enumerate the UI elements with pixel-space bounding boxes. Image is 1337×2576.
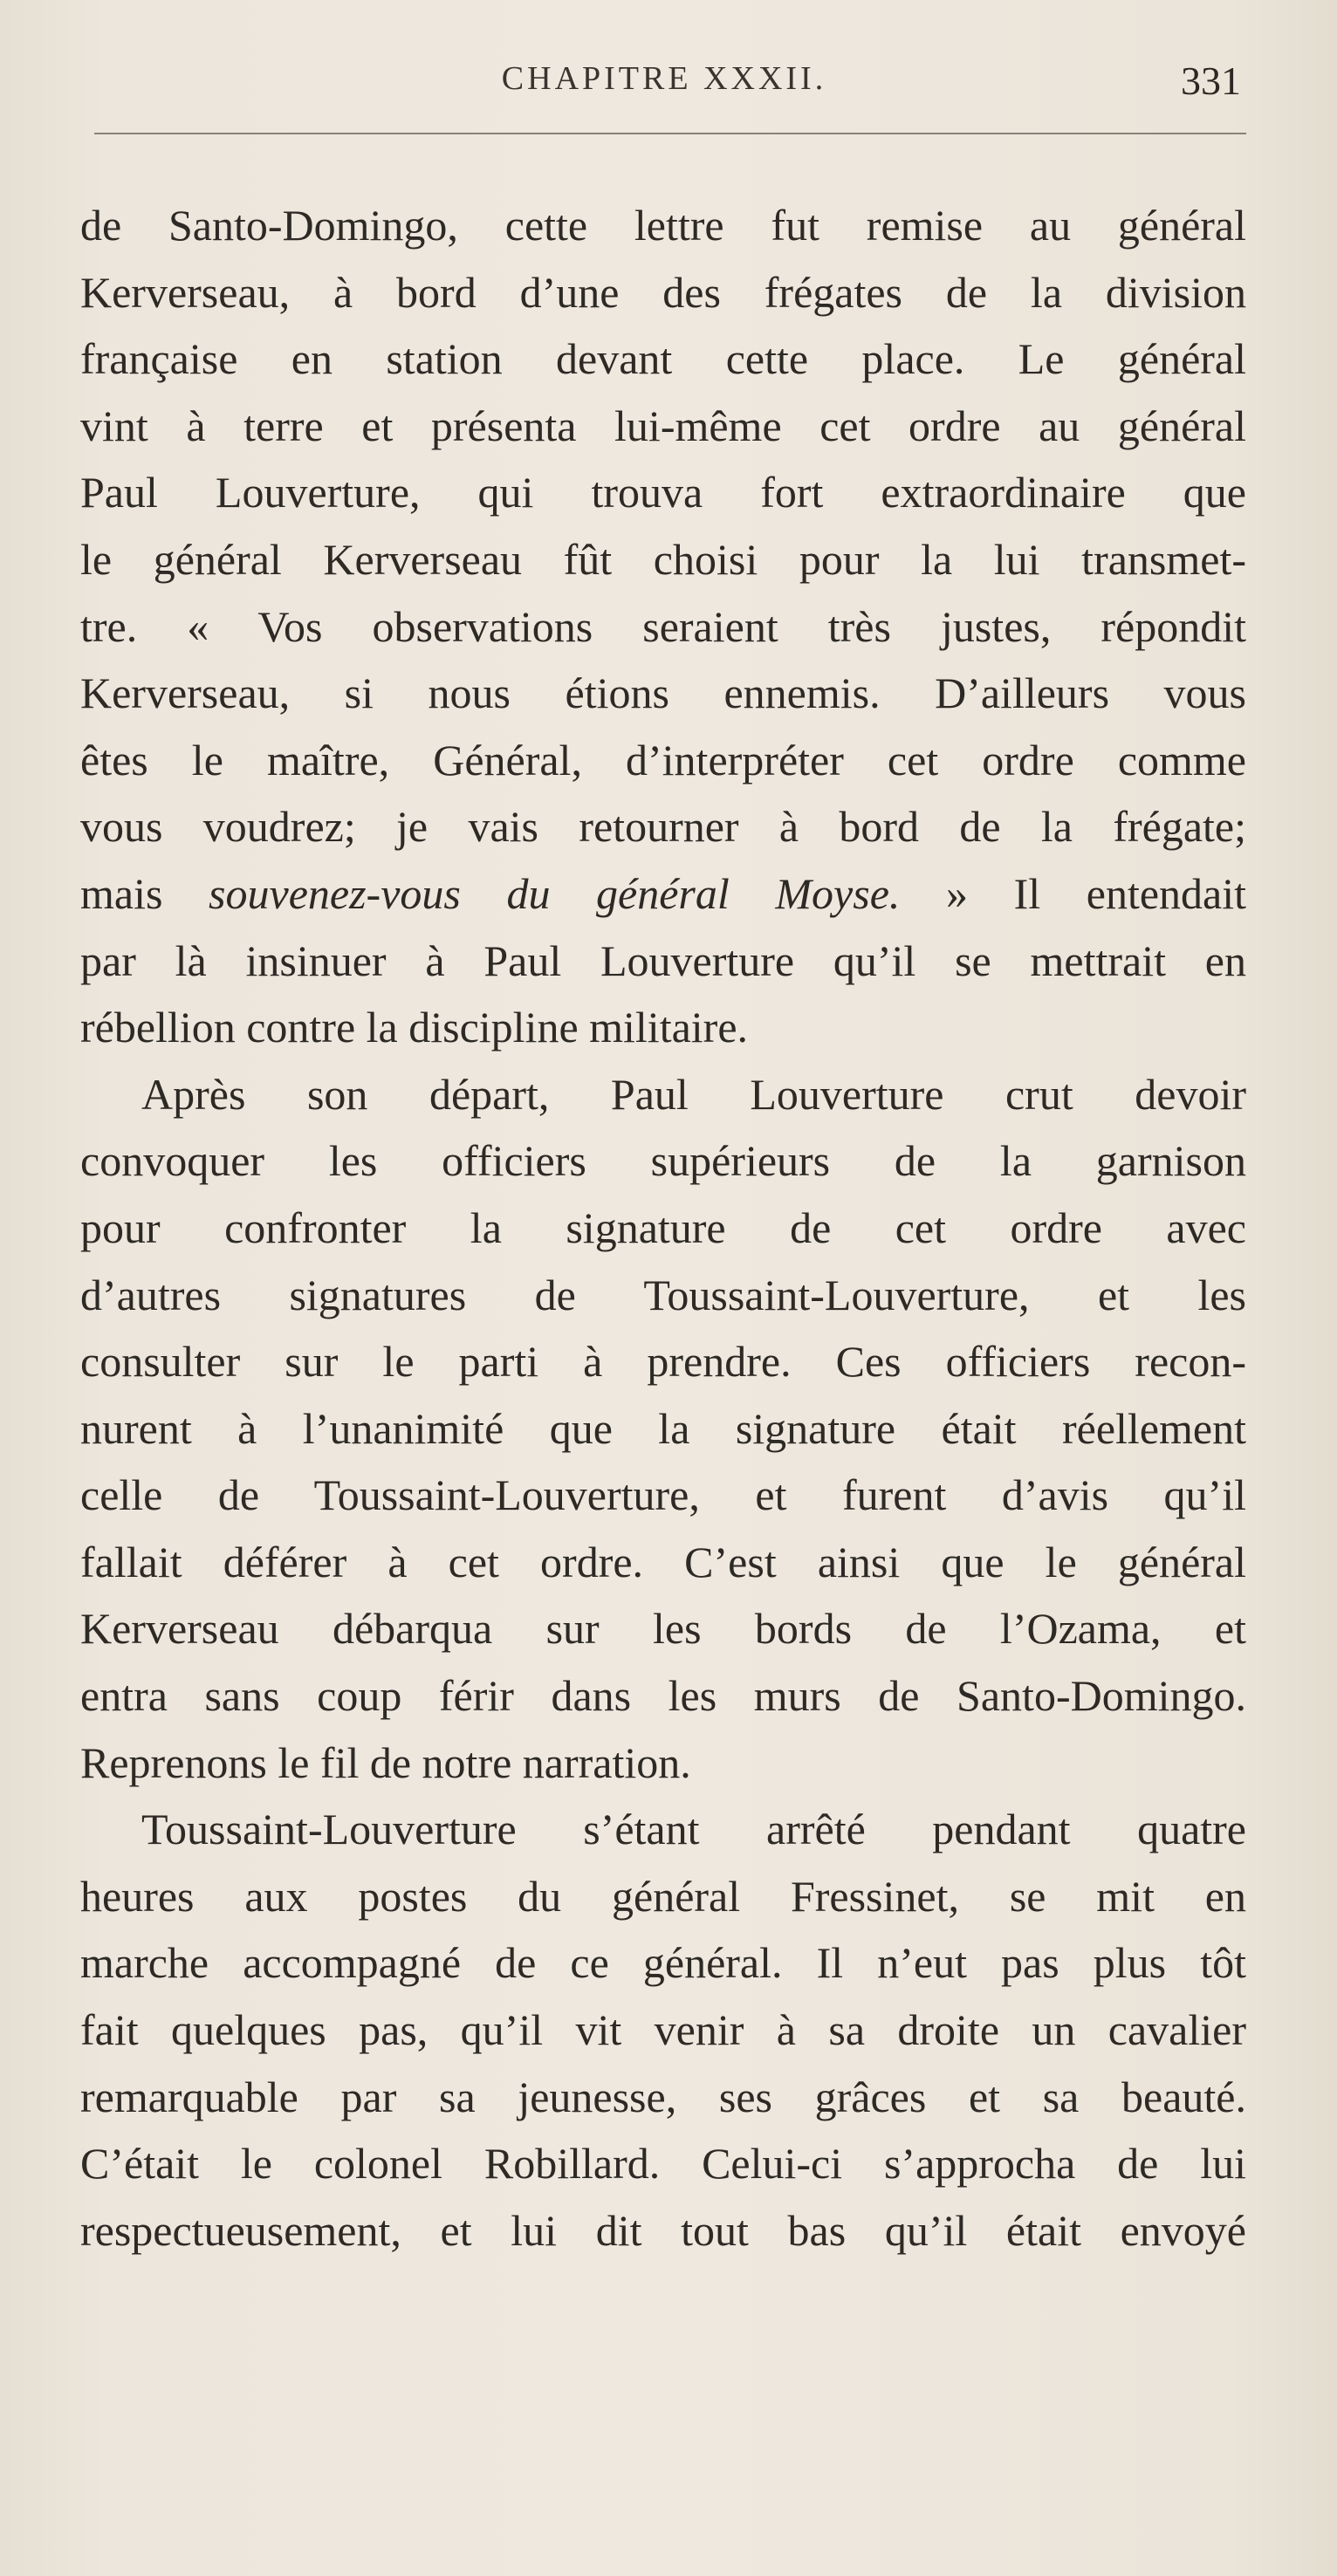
text-line: fallait déférer à cet ordre. C’est ainsi que le général (80, 1537, 1246, 1586)
text-line: rébellion contre la discipline militaire. (80, 1003, 749, 1052)
text-line: tre. « Vos observations seraient très justes, répondit (80, 601, 1246, 651)
text-fragment: » Il entendait (946, 868, 1247, 918)
text-line: de Santo-Domingo, cette lettre fut remise au général (80, 201, 1246, 250)
text-line: fait quelques pas, qu’il vit venir à sa droite un cavalier (80, 2005, 1246, 2055)
header-rule (94, 133, 1246, 134)
text-line: entra sans coup férir dans les murs de Santo-Domingo. (80, 1671, 1246, 1721)
text-line: consulter sur le parti à prendre. Ces officiers recon- (80, 1337, 1246, 1387)
text-line: française en station devant cette place. Le général (80, 334, 1246, 384)
text-line: C’était le colonel Robillard. Celui-ci s’approcha de lui (80, 2139, 1246, 2189)
text-line: vous voudrez; je vais retourner à bord de la frégate; (80, 802, 1246, 852)
text-line: Reprenons le fil de notre narration. (80, 1737, 691, 1787)
text-line: marche accompagné de ce général. Il n’eut pas plus tôt (80, 1938, 1246, 1988)
text-line: Kerverseau débarqua sur les bords de l’Ozama, et (80, 1604, 1246, 1654)
text-line: d’autres signatures de Toussaint-Louverture, et les (80, 1270, 1246, 1319)
page-header (87, 59, 1241, 112)
text-line: heures aux postes du général Fressinet, se mit en (80, 1871, 1246, 1921)
text-line: nurent à l’unanimité que la signature était réellement (80, 1403, 1246, 1453)
text-line: pour confronter la signature de cet ordre avec (80, 1202, 1246, 1252)
text-line: convoquer les officiers supérieurs de la garnison (80, 1136, 1246, 1186)
text-line: respectueusement, et lui dit tout bas qu’il était envoyé (80, 2205, 1246, 2255)
text-line: remarquable par sa jeunesse, ses grâces et sa beauté. (80, 2072, 1246, 2121)
text-line: Kerverseau, si nous étions ennemis. D’ailleurs vous (80, 668, 1246, 718)
italic-quote: souvenez-vous du général Moyse. (209, 868, 901, 918)
text-line: vint à terre et présenta lui-même cet ordre au général (80, 401, 1246, 450)
body-text (80, 192, 1246, 2264)
text-line: êtes le maître, Général, d’interpréter cet ordre comme (80, 735, 1246, 784)
text-fragment: mais (80, 868, 163, 918)
text-line: le général Kerverseau fût choisi pour la lui transmet- (80, 534, 1246, 584)
running-title: CHAPITRE XXXII. (501, 60, 827, 97)
page-number: 331 (1181, 58, 1241, 103)
text-line: Kerverseau, à bord d’une des frégates de la division (80, 267, 1246, 317)
text-line: par là insinuer à Paul Louverture qu’il se mettrait en (80, 935, 1246, 985)
text-line: Paul Louverture, qui trouva fort extraordinaire que (80, 468, 1246, 517)
text-line-mixed (80, 860, 1246, 928)
paragraph-start-line: Après son départ, Paul Louverture crut devoir (141, 1069, 1246, 1119)
paragraph-start-line: Toussaint-Louverture s’étant arrêté pendant quatre (141, 1805, 1246, 1854)
text-line: celle de Toussaint-Louverture, et furent d’avis qu’il (80, 1470, 1246, 1520)
